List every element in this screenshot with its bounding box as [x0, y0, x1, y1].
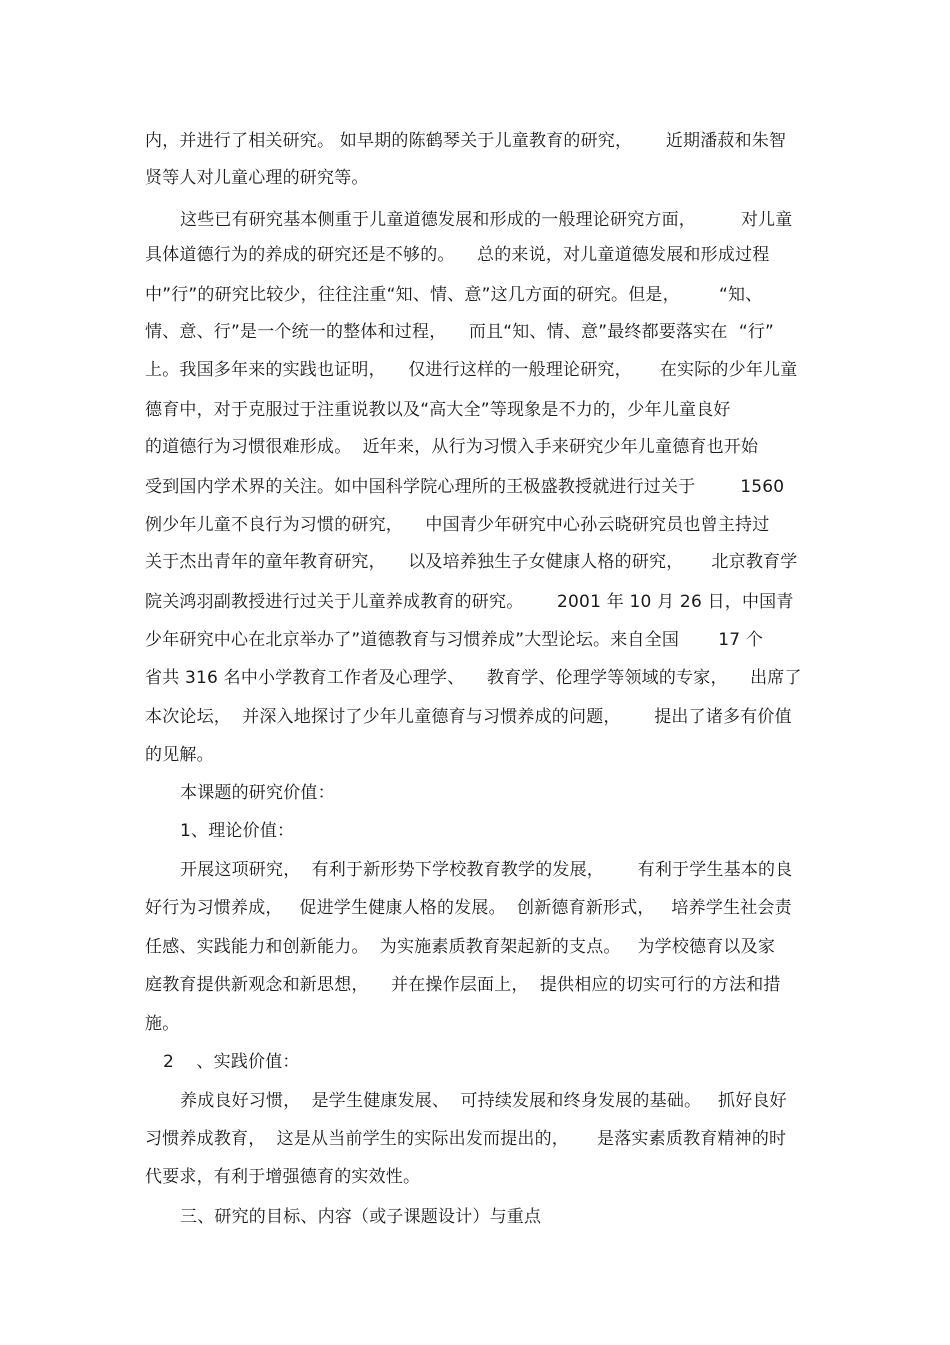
text-line: 具体道德行为的养成的研究还是不够的。 总的来说，对儿童道德发展和形成过程: [145, 245, 770, 265]
text-line: 本次论坛， 并深入地探讨了少年儿童德育与习惯养成的问题， 提出了诸多有价值: [145, 707, 792, 727]
text-line: 受到国内学术界的关注。如中国科学院心理所的王极盛教授就进行过关于 1560: [145, 477, 785, 497]
text-line: 关于杰出青年的童年教育研究， 以及培养独生子女健康人格的研究， 北京教育学: [145, 552, 798, 572]
section-heading: 1、理论价值：: [180, 821, 295, 841]
text-line: 习惯养成教育， 这是从当前学生的实际出发而提出的， 是落实素质教育精神的时: [145, 1129, 787, 1149]
text-line: 好行为习惯养成， 促进学生健康人格的发展。 创新德育新形式， 培养学生社会责: [145, 898, 792, 918]
text-line: 施。: [145, 1014, 180, 1034]
text-line: 中”行”的研究比较少，往往注重“知、情、意”这几方面的研究。但是， “知、: [145, 285, 763, 305]
text-line: 的见解。: [145, 745, 214, 765]
text-line: 德育中，对于克服过于注重说教以及“高大全”等现象是不力的，少年儿童良好: [145, 400, 731, 420]
text-line: 贤等人对儿童心理的研究等。: [145, 168, 369, 188]
text-line: 代要求，有利于增强德育的实效性。: [145, 1167, 421, 1187]
section-heading: 三、研究的目标、内容（或子课题设计）与重点: [180, 1207, 542, 1227]
text-line: 这些已有研究基本侧重于儿童道德发展和形成的一般理论研究方面， 对儿童: [180, 210, 793, 230]
text-line: 的道德行为习惯很难形成。 近年来，从行为习惯入手来研究少年儿童德育也开始: [145, 437, 759, 457]
text-line: 庭教育提供新观念和新思想， 并在操作层面上， 提供相应的切实可行的方法和措: [145, 975, 781, 995]
text-line: 例少年儿童不良行为习惯的研究， 中国青少年研究中心孙云晓研究员也曾主持过: [145, 515, 770, 535]
text-line: 任感、实践能力和创新能力。 为实施素质教育架起新的支点。 为学校德育以及家: [145, 937, 776, 957]
text-line: 少年研究中心在北京举办了”道德教育与习惯养成”大型论坛。来自全国 17 个: [145, 630, 764, 650]
section-heading: 2 、实践价值：: [163, 1052, 300, 1072]
text-line: 院关鸿羽副教授进行过关于儿童养成教育的研究。 2001 年 10 月 26 日，中国青: [145, 592, 794, 612]
text-line: 养成良好习惯， 是学生健康发展、 可持续发展和终身发展的基础。 抓好良好: [180, 1091, 787, 1111]
text-line: 情、意、行”是一个统一的整体和过程， 而且“知、情、意”最终都要落实在 “行”: [145, 322, 775, 342]
section-heading: 本课题的研究价值：: [180, 783, 335, 803]
text-line: 内，并进行了相关研究。 如早期的陈鹤琴关于儿童教育的研究， 近期潘菽和朱智: [145, 131, 787, 151]
text-line: 开展这项研究， 有利于新形势下学校教育教学的发展， 有利于学生基本的良: [180, 860, 793, 880]
text-line: 上。我国多年来的实践也证明， 仅进行这样的一般理论研究， 在实际的少年儿童: [145, 360, 798, 380]
text-line: 省共 316 名中小学教育工作者及心理学、 教育学、伦理学等领域的专家， 出席了: [145, 668, 802, 688]
